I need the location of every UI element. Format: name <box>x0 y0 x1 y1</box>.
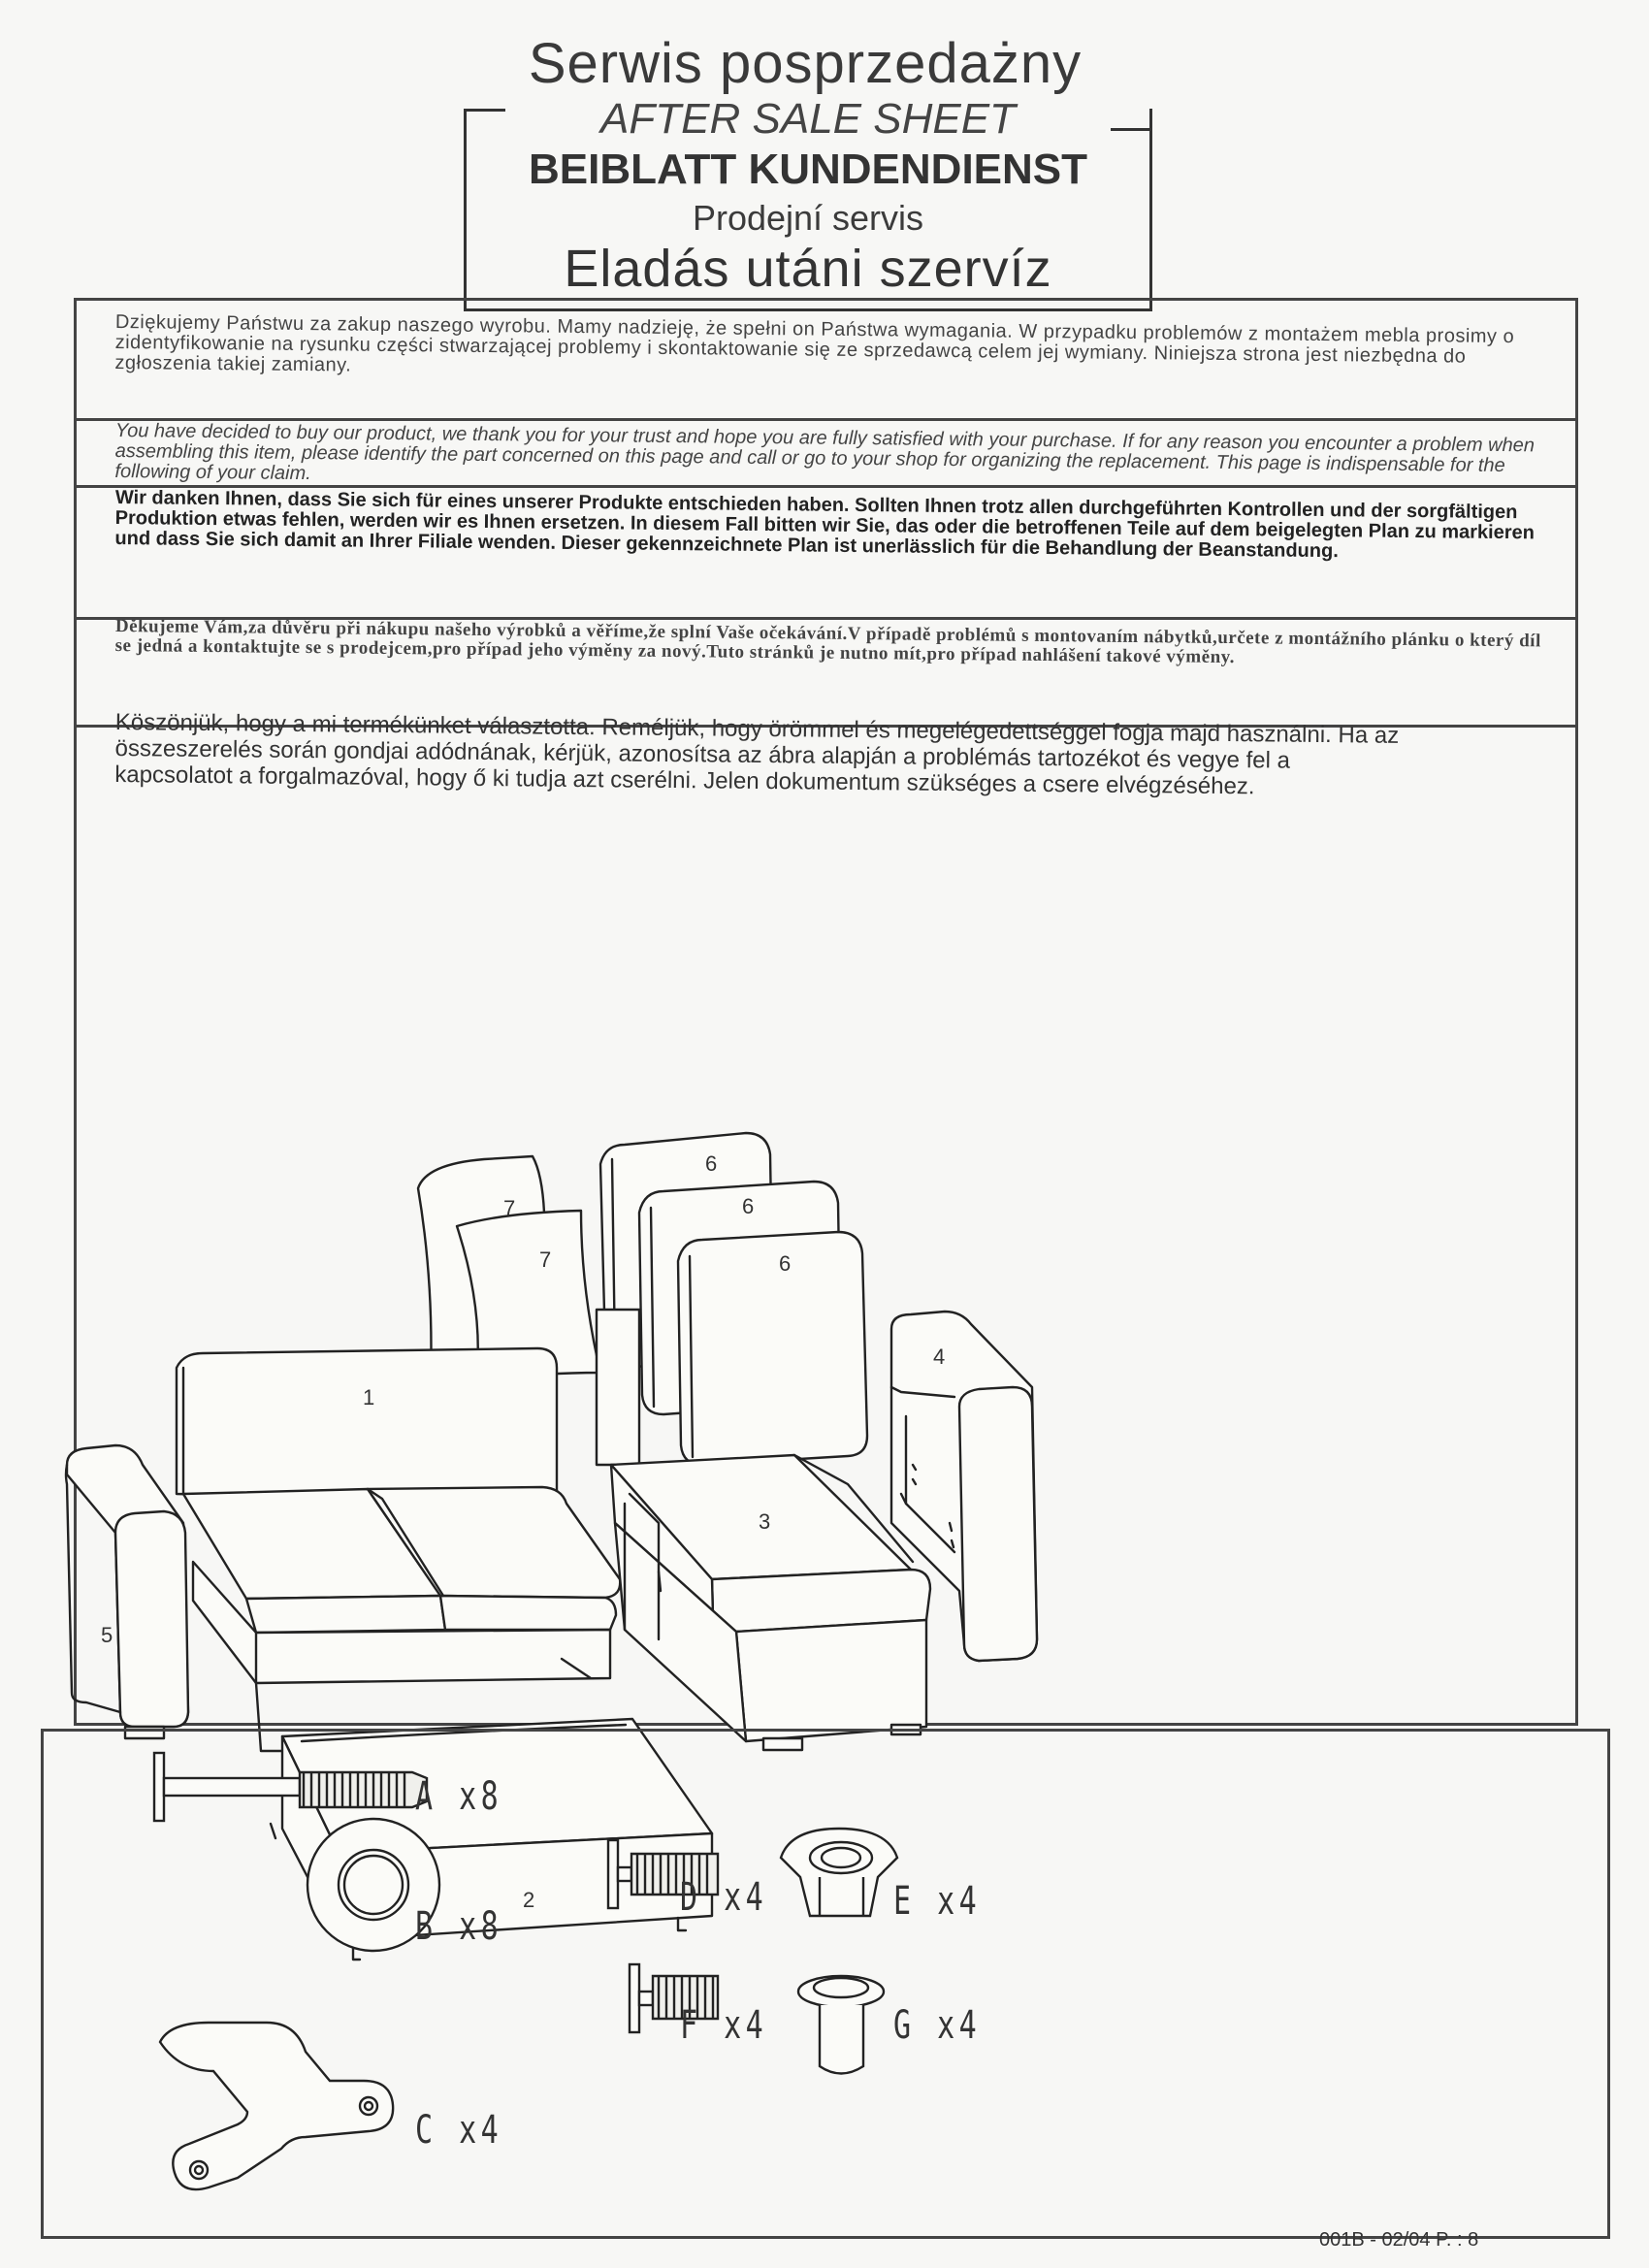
hardware-label-d: D x4 <box>680 1875 768 1920</box>
armrest-part-5 <box>66 1445 188 1738</box>
part-label-1: 1 <box>363 1385 375 1409</box>
part-label-5: 5 <box>101 1623 113 1647</box>
cam-nut-e-icon <box>781 1829 897 1916</box>
hardware-label-e: E x4 <box>893 1879 982 1924</box>
part-label-3: 3 <box>759 1509 771 1534</box>
hardware-label-g: G x4 <box>893 2003 982 2048</box>
hardware-label-b: B x8 <box>415 1904 503 1949</box>
paragraph-hungarian: Köszönjük, hogy a mi termékünket választotta. Reméljük, hogy örömmel és megelégedettséggel fogja majd használni. Ha az összeszerelés során gondjai adódnának, kérjük, azonosítsa az ábra alapján a problémás tartozékot és vegye fel a kapcsolatot a forgalmazóval, hogy ő ki tudja azt cserélni. Jelen dokumentum szükséges a csere elvégzéséhez. <box>114 709 1400 800</box>
paragraph-polish: Dziękujemy Państwu za zakup naszego wyrobu. Mamy nadzieję, że spełni on Państwa wymagania. W przypadku problemów z montażem mebla prosimy o zidentyfikowanie na rysunku części stwarzającej problemy i skontaktowanie się ze sprzedawcą celem jej wymiany. Niniejsza strona jest niezbędna do zgłoszenia takiej zamiany. <box>114 311 1515 376</box>
paragraph-english: You have decided to buy our product, we thank you for your trust and hope you are fully satisfied with your purchase. If for any reason you encounter a problem when assembling this item, please identify the part concerned on this page and call or go to your shop for organizing the replacement. This page is indispensable for the following of your claim. <box>114 420 1536 485</box>
paragraph-german: Wir danken Ihnen, dass Sie sich für eines unserer Produkte entschieden haben. Sollten Ihnen trotz allen durchgeführten Kontrollen und der sorgfältigen Produktion etwas fehlen, werden wir es Ihnen ersetzen. In diesem Fall bitten wir Sie, das oder die betroffenen Teile auf dem beigelegten Plan zu markieren und dass Sie sich damit an Ihrer Filiale wenden. Dieser gekennzeichnete Plan ist unerlässlich für die Behandlung der Beanstandung. <box>114 487 1536 563</box>
bolt-a-icon <box>154 1753 427 1821</box>
back-cushion-6c <box>678 1232 867 1465</box>
backrest-part-1 <box>177 1348 557 1504</box>
part-label-7b: 7 <box>539 1247 552 1272</box>
connector-nut-g-icon <box>798 1976 884 2074</box>
part-label-7a: 7 <box>503 1196 516 1220</box>
part-label-6a: 6 <box>705 1151 718 1176</box>
hardware-frame <box>41 1729 1610 2239</box>
title-de: BEIBLATT KUNDENDIENST <box>528 146 1088 193</box>
hardware-label-c: C x4 <box>415 2108 503 2153</box>
title-cz: Prodejní servis <box>692 198 924 238</box>
part-label-6b: 6 <box>742 1194 755 1218</box>
divider <box>77 485 1575 488</box>
part-label-2: 2 <box>523 1888 535 1912</box>
part-label-6c: 6 <box>779 1251 792 1276</box>
title-en: AFTER SALE SHEET <box>600 95 1016 143</box>
title-hu: Eladás utáni szervíz <box>564 240 1052 298</box>
divider <box>77 418 1575 421</box>
page-title: Serwis posprzedażny <box>528 32 1083 95</box>
paragraph-czech: Děkujeme Vám,za důvěru při nákupu našeho výrobků a věříme,že splní Vaše očekávání.V případě problémů s montovaním nábytků,určete z montážního plánku o který díl se jedná a kontaktujte se s prodejcem,pro případ jeho výměny za nový.Tuto stránků je nutno mít,pro případ nahlášení takové výměny. <box>114 616 1541 668</box>
bracket-c-icon <box>160 2023 393 2189</box>
hardware-label-a: A x8 <box>415 1774 503 1819</box>
left-seat <box>183 1487 620 1633</box>
page-footer: 001B - 02/04 P. : 8 <box>1319 2229 1479 2251</box>
title-box <box>464 95 1152 311</box>
part-label-4: 4 <box>933 1345 946 1369</box>
hardware-diagram <box>44 1732 1607 2236</box>
hardware-label-f: F x4 <box>680 2003 768 2048</box>
